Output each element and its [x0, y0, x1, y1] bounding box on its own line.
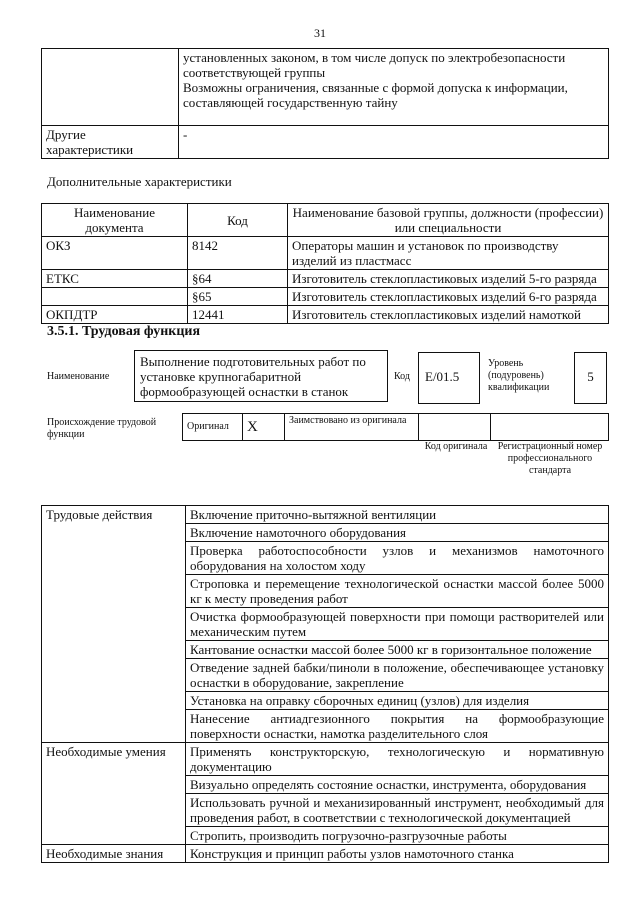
code-label: Код: [394, 371, 410, 382]
list-item: Использовать ручной и механизированный инструмент, необходимый для проведения работ, в соответствии с технологической документацией: [186, 794, 609, 827]
qualification-level-value: 5: [574, 352, 607, 404]
list-item: Проверка работоспособности узлов и механизмов намоточного оборудования на холостом ходу: [186, 542, 609, 575]
table-row: [42, 237, 609, 270]
list-item: Включение намоточного оборудования: [186, 524, 609, 542]
row-code: 8142: [188, 237, 288, 270]
row-document: ЕТКС: [42, 270, 188, 288]
code-original-label: Код оригинала: [424, 441, 488, 452]
row-group-name: Изготовитель стеклопластиковых изделий 5-го разряда: [288, 270, 609, 288]
row-group-name: Операторы машин и установок по производству изделий из пластмасс: [288, 237, 609, 270]
header-code: Код: [188, 204, 288, 237]
list-item: Визуально определять состояние оснастки, инструмента, оборудования: [186, 776, 609, 794]
list-item: Очистка формообразующей поверхности при помощи растворителей или механическим путем: [186, 608, 609, 641]
header-group-name: Наименование базовой группы, должности (профессии) или специальности: [288, 204, 609, 237]
list-item: Применять конструкторскую, технологическую и нормативную документацию: [186, 743, 609, 776]
row-code: 12441: [188, 306, 288, 324]
list-item: Строповка и перемещение технологической оснастки массой более 5000 кг к месту проведения работ: [186, 575, 609, 608]
additional-header-row: [42, 204, 609, 237]
other-characteristics-value: -: [179, 126, 609, 159]
row-code: §65: [188, 288, 288, 306]
additional-characteristics-table: [41, 203, 609, 324]
table-row: [42, 306, 609, 324]
row-group-name: Изготовитель стеклопластиковых изделий намоткой: [288, 306, 609, 324]
original-mark: X: [243, 414, 285, 441]
list-item: Установка на оправку сборочных единиц (узлов) для изделия: [186, 692, 609, 710]
row-document: [42, 288, 188, 306]
section-heading: 3.5.1. Трудовая функция: [47, 324, 201, 339]
continuation-row: [42, 49, 609, 126]
other-characteristics-row: [42, 126, 609, 159]
registration-number-label: Регистрационный номер профессионального стандарта: [497, 441, 603, 476]
list-item: Конструкция и принцип работы узлов намоточного станка: [186, 845, 609, 863]
function-name-label: Наименование: [47, 371, 110, 382]
original-label: Оригинал: [183, 414, 243, 441]
row-document: ОКПДТР: [42, 306, 188, 324]
list-item: Включение приточно-вытяжной вентиляции: [186, 506, 609, 524]
origin-label: Происхождение трудовой функции: [47, 417, 157, 440]
additional-characteristics-title: Дополнительные характеристики: [47, 174, 232, 189]
skills-label: Необходимые умения: [42, 743, 186, 845]
page-number: 31: [314, 26, 326, 40]
code-value: E/01.5: [418, 352, 480, 404]
table-row: [42, 288, 609, 306]
list-item: Кантование оснастки массой более 5000 кг в горизонтальное положение: [186, 641, 609, 659]
header-document: Наименование документа: [42, 204, 188, 237]
continuation-text: установленных законом, в том числе допуск по электробезопасности соответствующей группы Возможны ограничения, связанные с формой допуска к информации, составляющей государственную тайну: [179, 49, 609, 126]
function-details-table: [41, 505, 609, 863]
table-row: [42, 270, 609, 288]
function-name-value: Выполнение подготовительных работ по установке крупногабаритной формообразующей оснастки в станок: [134, 350, 388, 402]
list-item: Отведение задней бабки/пиноли в положение, обеспечивающее установку оснастки в оборудование, закрепление: [186, 659, 609, 692]
other-characteristics-label: Другие характеристики: [42, 126, 179, 159]
row-document: ОКЗ: [42, 237, 188, 270]
origin-table: [182, 413, 609, 441]
row-group-name: Изготовитель стеклопластиковых изделий 6-го разряда: [288, 288, 609, 306]
qualification-level-label: Уровень (подуровень) квалификации: [488, 358, 550, 393]
actions-label: Трудовые действия: [42, 506, 186, 743]
knowledge-label: Необходимые знания: [42, 845, 186, 863]
borrowed-label: Заимствовано из оригинала: [285, 414, 419, 441]
row-code: §64: [188, 270, 288, 288]
qualification-continuation-table: [41, 48, 609, 159]
list-item: Нанесение антиадгезионного покрытия на формообразующие поверхности оснастки, намотка разделительного слоя: [186, 710, 609, 743]
list-item: Стропить, производить погрузочно-разгрузочные работы: [186, 827, 609, 845]
